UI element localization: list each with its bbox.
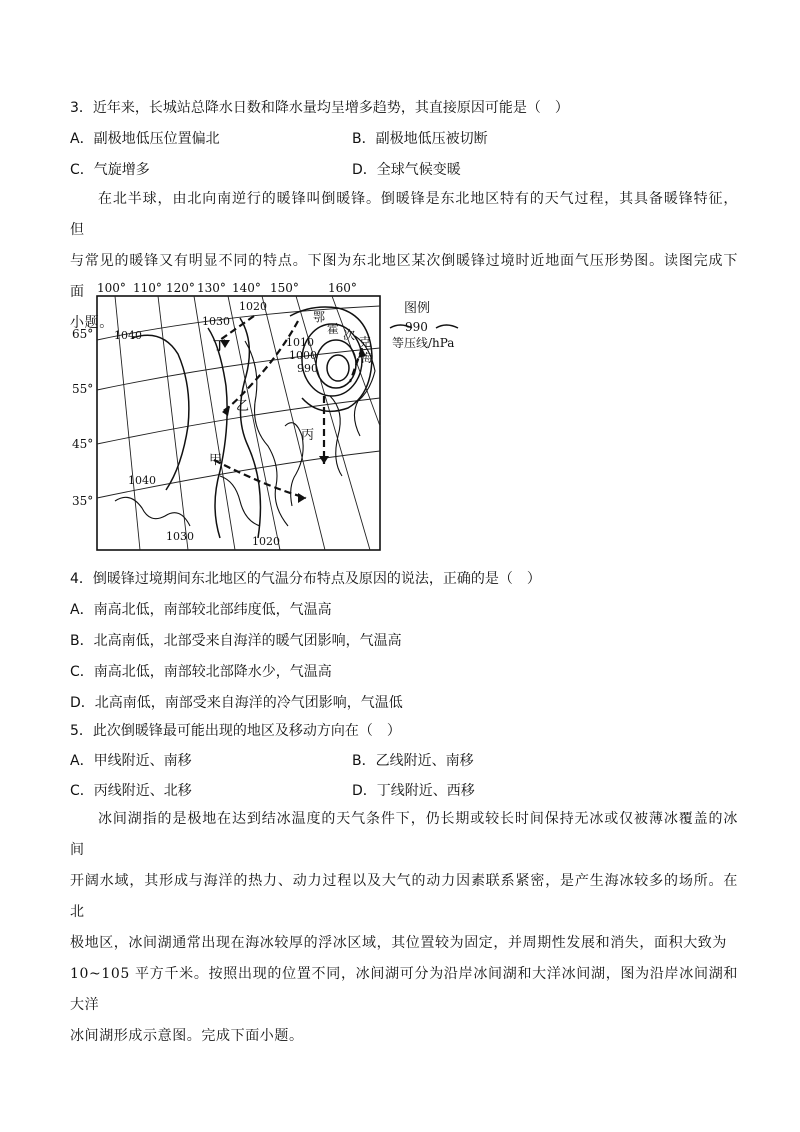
q5-option-d: D．丁线附近、西移 <box>352 783 475 799</box>
passage1-line2: 与常见的暖锋又有明显不同的特点。下图为东北地区某次倒暖锋过境时近地面气压形势图。读图完成下面 <box>70 253 738 300</box>
passage2-line1: 冰间湖指的是极地在达到结冰温度的天气条件下，仍长期或较长时间保持无冰或仅被薄冰覆盖的冰间 <box>70 811 738 858</box>
isobar-label-1020-bottom: 1020 <box>252 535 280 548</box>
lon-label-100: 100° <box>97 281 126 295</box>
isobar-label-1040-top: 1040 <box>114 329 142 342</box>
line-label-bing: 丙 <box>301 428 315 443</box>
isobar-label-1010: 1010 <box>286 336 314 349</box>
lon-label-140: 140° <box>232 281 261 295</box>
isobar-label-1000: 1000 <box>289 349 317 362</box>
q3-option-a: A．副极地低压位置偏北 <box>70 131 220 147</box>
sea-label-char-5: 海 <box>361 351 374 365</box>
legend-caption: 等压线/hPa <box>392 336 455 350</box>
lon-label-130: 130° <box>197 281 226 295</box>
isobar-label-1020-top: 1020 <box>239 300 267 313</box>
passage1-line3: 小题。 <box>70 315 114 331</box>
sea-label-char-4: 克 <box>359 335 372 349</box>
passage1-line1: 在北半球，由北向南逆行的暖锋叫倒暖锋。倒暖锋是东北地区特有的天气过程，其具备暖锋特征，但 <box>70 191 738 238</box>
line-label-ding: 丁 <box>213 339 227 354</box>
lat-label-45: 45° <box>72 437 94 451</box>
line-label-yi: 乙 <box>236 399 250 414</box>
isobar-label-990: 990 <box>297 362 318 375</box>
q5-option-a: A．甲线附近、南移 <box>70 753 192 769</box>
q3-option-b: B．副极地低压被切断 <box>352 131 488 147</box>
q4-option-c: C．南高北低，南部较北部降水少，气温高 <box>70 664 332 680</box>
passage2-line2: 开阔水域，其形成与海洋的热力、动力过程以及大气的动力因素联系紧密，是产生海冰较多的场所。在北 <box>70 873 738 920</box>
passage-polynya <box>70 804 738 1052</box>
passage2-line4: 10~105 平方千米。按照出现的位置不同，冰间湖可分为沿岸冰间湖和大洋冰间湖，图为沿岸冰间湖和大洋 <box>70 966 738 1013</box>
sea-label-char-1: 鄂 <box>313 310 326 324</box>
legend-isobar-sample-right <box>436 325 458 328</box>
q4-stem: 4．倒暖锋过境期间东北地区的气温分布特点及原因的说法，正确的是（ ） <box>70 571 541 587</box>
q5-option-b: B．乙线附近、南移 <box>352 753 474 769</box>
sea-label-char-3: 次 <box>343 328 356 342</box>
lat-label-55: 55° <box>72 382 94 396</box>
legend-isobar-value: 990 <box>405 320 428 334</box>
passage2-line3: 极地区，冰间湖通常出现在海冰较厚的浮冰区域，其位置较为固定，并周期性发展和消失，面积大致为 <box>70 935 727 951</box>
q5-option-c: C．丙线附近、北移 <box>70 783 192 799</box>
lon-label-150: 150° <box>270 281 299 295</box>
map-coastlines <box>115 336 375 526</box>
lat-label-35: 35° <box>72 494 94 508</box>
lon-label-110: 110° <box>133 281 162 295</box>
isobar-label-1040-bottom: 1040 <box>128 474 156 487</box>
passage2-line5: 冰间湖形成示意图。完成下面小题。 <box>70 1028 304 1044</box>
line-label-jia: 甲 <box>209 453 223 468</box>
map-isobars <box>132 307 372 538</box>
q4-option-d: D．北高南低，南部受来自海洋的冷气团影响，气温低 <box>70 695 403 711</box>
q4-option-b: B．北高南低，北部受来自海洋的暖气团影响，气温高 <box>70 633 402 649</box>
q4-option-a: A．南高北低，南部较北部纬度低，气温高 <box>70 602 332 618</box>
pressure-map-figure <box>70 276 470 554</box>
isobar-label-1030-top: 1030 <box>202 315 230 328</box>
q3-option-d: D．全球气候变暖 <box>352 162 461 178</box>
isobar-label-1030-bottom: 1030 <box>166 530 194 543</box>
lat-label-65: 65° <box>72 327 94 341</box>
q3-option-c: C．气旋增多 <box>70 162 150 178</box>
q5-stem: 5．此次倒暖锋最可能出现的地区及移动方向在（ ） <box>70 723 401 739</box>
lon-label-120: 120° <box>166 281 195 295</box>
q3-stem: 3．近年来，长城站总降水日数和降水量均呈增多趋势，其直接原因可能是（ ） <box>70 100 569 116</box>
sea-label-char-2: 霍 <box>327 322 340 336</box>
map-legend <box>390 301 458 350</box>
legend-title: 图例 <box>404 301 431 316</box>
lon-label-160: 160° <box>328 281 357 295</box>
